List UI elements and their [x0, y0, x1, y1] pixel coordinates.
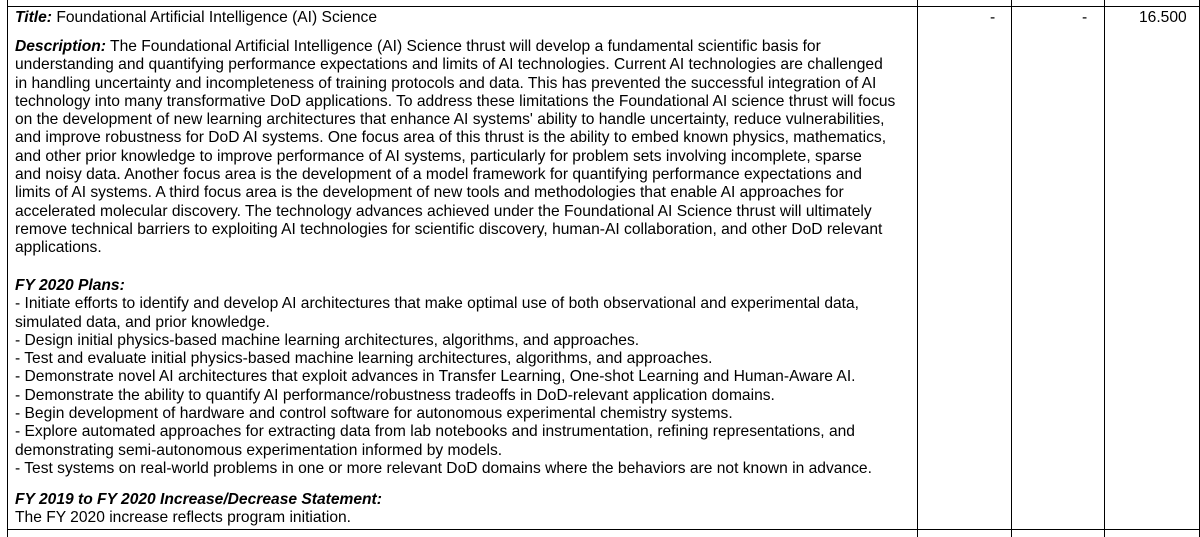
- plan-item: - Explore automated approaches for extracting data from lab notebooks and instrumentation, refining representations, and: [15, 423, 855, 441]
- row-top-border: [7, 6, 1200, 7]
- description-line: and noisy data. Another focus area is the development of a model framework for quantifying performance expectations and: [15, 166, 862, 184]
- description-line: accelerated molecular discovery. The technology advances achieved under the Foundational AI Science thrust will ultimately: [15, 202, 872, 220]
- row-title: [15, 9, 910, 27]
- description-line: understanding and quantifying performance expectations and limits of AI technologies. Current AI technologies are challenged: [15, 56, 883, 74]
- value-col-2: -: [1082, 9, 1088, 26]
- description-block: [15, 38, 910, 258]
- plan-item: - Demonstrate novel AI architectures that exploit advances in Transfer Learning, One-shot Learning and Human-Aware AI.: [15, 368, 856, 386]
- description-label: Description:: [15, 38, 106, 55]
- increase-text: The FY 2020 increase reflects program initiation.: [15, 509, 352, 527]
- plan-item: simulated data, and prior knowledge.: [15, 313, 270, 331]
- increase-heading: FY 2019 to FY 2020 Increase/Decrease Statement:: [15, 491, 382, 508]
- column-divider-1: [917, 0, 918, 537]
- description-line: in handling uncertainty and incompleteness of training protocols and data. This has prevented the successful integration of AI: [15, 74, 877, 92]
- plan-item: - Begin development of hardware and control software for autonomous experimental chemistry systems.: [15, 405, 733, 423]
- plan-item: demonstrating semi-autonomous experimentation informed by models.: [15, 441, 503, 459]
- description-line: and improve robustness for DoD AI systems. One focus area of this thrust is the ability to embed known physics, mathematics,: [15, 129, 887, 147]
- description-line: applications.: [15, 239, 102, 257]
- increase-block: [15, 491, 910, 528]
- title-text: Foundational Artificial Intelligence (AI) Science: [56, 9, 378, 26]
- plan-item: - Test systems on real-world problems in one or more relevant DoD domains where the behaviors are not known in advance.: [15, 459, 872, 477]
- plan-item: - Initiate efforts to identify and develop AI architectures that make optimal use of both observational and experimental data,: [15, 295, 860, 313]
- plan-item: - Test and evaluate initial physics-based machine learning architectures, algorithms, and approaches.: [15, 350, 713, 368]
- column-divider-3: [1104, 0, 1105, 537]
- description-line-0: Description: The Foundational Artificial Intelligence (AI) Science thrust will develop a fundamental scientific basis for: [15, 38, 821, 55]
- description-line: remove technical barriers to exploiting AI technologies for scientific discovery, human-AI collaboration, and other DoD relevant: [15, 220, 883, 238]
- plan-item: - Design initial physics-based machine learning architectures, algorithms, and approaches.: [15, 331, 640, 349]
- description-line: on the development of new learning architectures that enhance AI systems' ability to handle uncertainty, reduce vulnerabilities,: [15, 111, 885, 129]
- value-col-1: -: [990, 9, 996, 26]
- title-label: Title:: [15, 9, 52, 26]
- plans-block: [15, 277, 910, 478]
- description-line: limits of AI systems. A third focus area is the development of new tools and methodologies that enable AI approaches for: [15, 184, 844, 202]
- table-border-left: [7, 0, 8, 537]
- description-line: and other prior knowledge to improve performance of AI systems, particularly for problem sets involving incomplete, sparse: [15, 147, 862, 165]
- value-col-3: 16.500: [1139, 9, 1187, 26]
- plan-item: - Demonstrate the ability to quantify AI performance/robustness tradeoffs in DoD-relevant application domains.: [15, 386, 775, 404]
- plans-heading: FY 2020 Plans:: [15, 277, 125, 294]
- description-line: technology into many transformative DoD applications. To address these limitations the Foundational AI science thrust will focus: [15, 92, 896, 110]
- column-divider-2: [1011, 0, 1012, 537]
- row-bottom-border: [7, 529, 1200, 530]
